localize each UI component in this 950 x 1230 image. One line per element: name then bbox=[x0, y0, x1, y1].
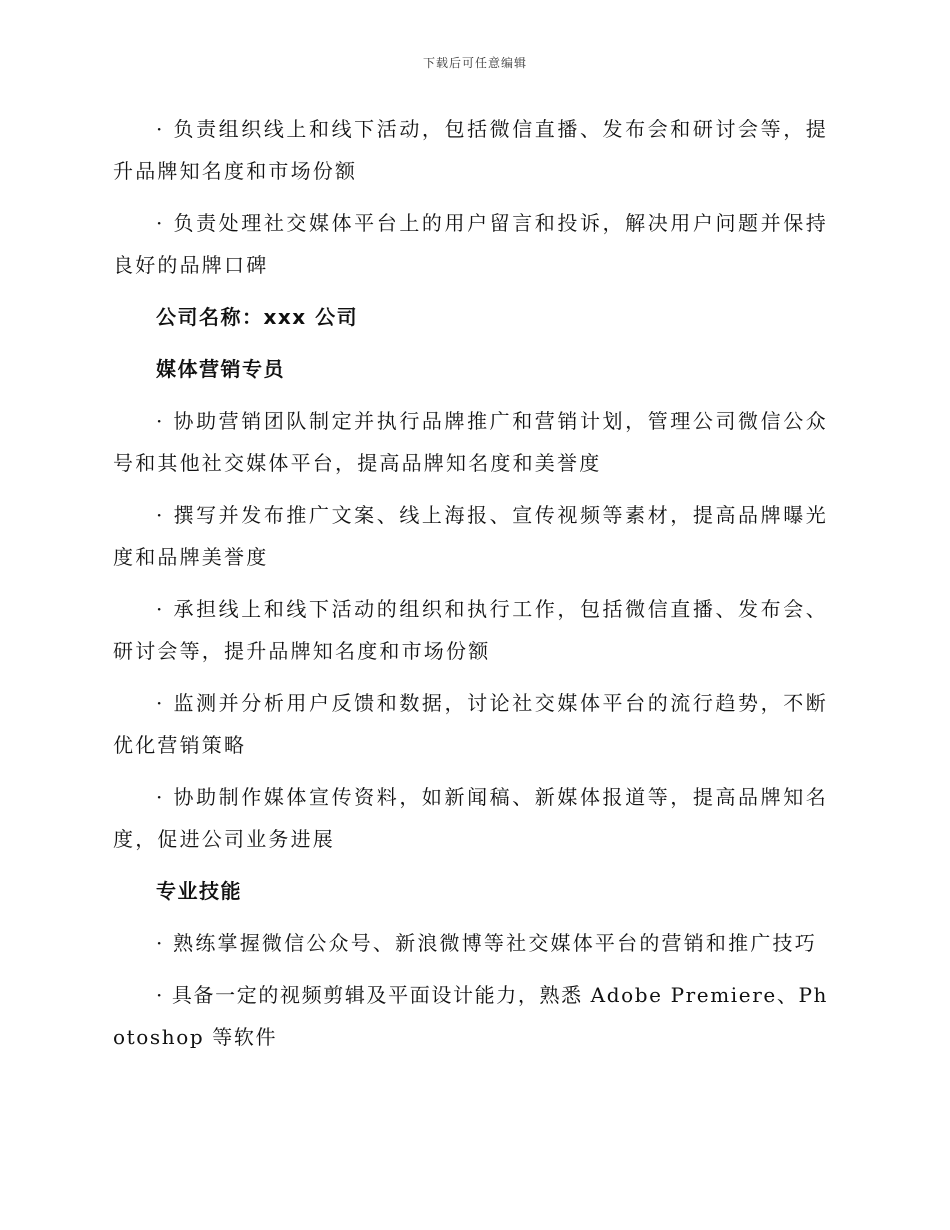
bullet-paragraph: · 熟练掌握微信公众号、新浪微博等社交媒体平台的营销和推广技巧 bbox=[156, 931, 817, 955]
skills-heading: 专业技能 bbox=[156, 879, 242, 903]
bullet-paragraph: · 协助营销团队制定并执行品牌推广和营销计划，管理公司微信公众号和其他社交媒体平台，提高品牌知名度和美誉度 bbox=[113, 409, 828, 475]
bullet-paragraph: · 协助制作媒体宣传资料，如新闻稿、新媒体报道等，提高品牌知名度，促进公司业务进展 bbox=[113, 785, 828, 851]
company-name-heading: 公司名称：xxx 公司 bbox=[156, 305, 359, 329]
bullet-paragraph: · 承担线上和线下活动的组织和执行工作，包括微信直播、发布会、研讨会等，提升品牌知名度和市场份额 bbox=[113, 597, 828, 663]
bullet-paragraph: · 监测并分析用户反馈和数据，讨论社交媒体平台的流行趋势，不断优化营销策略 bbox=[113, 691, 828, 757]
document-body bbox=[113, 108, 828, 1068]
bullet-paragraph: · 具备一定的视频剪辑及平面设计能力，熟悉 Adobe Premiere、Photoshop 等软件 bbox=[113, 983, 828, 1049]
bullet-paragraph: · 负责组织线上和线下活动，包括微信直播、发布会和研讨会等，提升品牌知名度和市场份额 bbox=[113, 117, 828, 183]
job-title-heading: 媒体营销专员 bbox=[156, 357, 285, 381]
header-note: 下载后可任意编辑 bbox=[422, 56, 527, 70]
bullet-paragraph: · 撰写并发布推广文案、线上海报、宣传视频等素材，提高品牌曝光度和品牌美誉度 bbox=[113, 503, 828, 569]
bullet-paragraph: · 负责处理社交媒体平台上的用户留言和投诉，解决用户问题并保持良好的品牌口碑 bbox=[113, 211, 828, 277]
